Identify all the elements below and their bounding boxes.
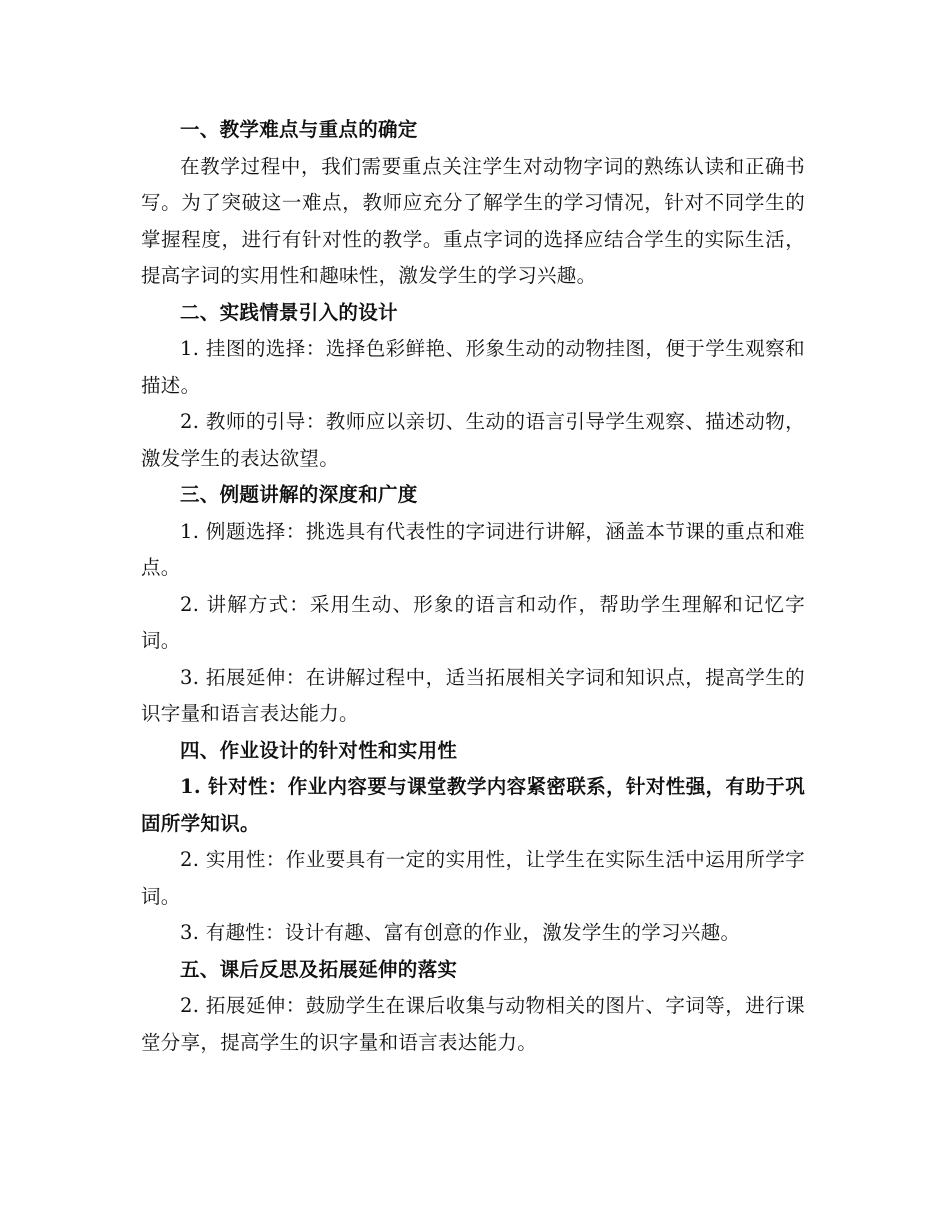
section-4-paragraph-3: 3. 有趣性：设计有趣、富有创意的作业，激发学生的学习兴趣。 [180, 921, 741, 944]
section-3-paragraph-2: 2. 讲解方式：采用生动、形象的语言和动作，帮助学生理解和记忆字词。 [141, 592, 805, 652]
section-3-paragraph-3: 3. 拓展延伸：在讲解过程中，适当拓展相关字词和知识点，提高学生的识字量和语言表达能力。 [141, 665, 805, 725]
section-heading-1: 一、教学难点与重点的确定 [180, 118, 418, 141]
section-3-paragraph-1: 1. 例题选择：挑选具有代表性的字词进行讲解，涵盖本节课的重点和难点。 [141, 519, 805, 579]
section-4-paragraph-2: 2. 实用性：作业要具有一定的实用性，让学生在实际生活中运用所学字词。 [141, 848, 805, 908]
section-heading-2: 二、实践情景引入的设计 [180, 300, 398, 324]
section-1-paragraph-1: 在教学过程中，我们需要重点关注学生对动物字词的熟练认读和正确书写。为了突破这一难点，教师应充分了解学生的学习情况，针对不同学生的掌握程度，进行有针对性的教学。重点字词的选择应结合学生的实际生活，提高字词的实用性和趣味性，激发学生的学习兴趣。 [141, 154, 805, 287]
section-4-paragraph-1: 1. 针对性：作业内容要与课堂教学内容紧密联系，针对性强，有助于巩固所学知识。 [141, 775, 805, 835]
section-heading-5: 五、课后反思及拓展延伸的落实 [180, 957, 458, 981]
document-body [141, 112, 805, 1061]
section-2-paragraph-1: 1. 挂图的选择：选择色彩鲜艳、形象生动的动物挂图，便于学生观察和描述。 [141, 337, 805, 397]
section-heading-3: 三、例题讲解的深度和广度 [180, 483, 418, 506]
section-heading-4: 四、作业设计的针对性和实用性 [180, 738, 458, 762]
section-2-paragraph-2: 2. 教师的引导：教师应以亲切、生动的语言引导学生观察、描述动物，激发学生的表达欲望。 [141, 410, 805, 470]
section-5-paragraph-1: 2. 拓展延伸：鼓励学生在课后收集与动物相关的图片、字词等，进行课堂分享，提高学生的识字量和语言表达能力。 [141, 994, 805, 1054]
